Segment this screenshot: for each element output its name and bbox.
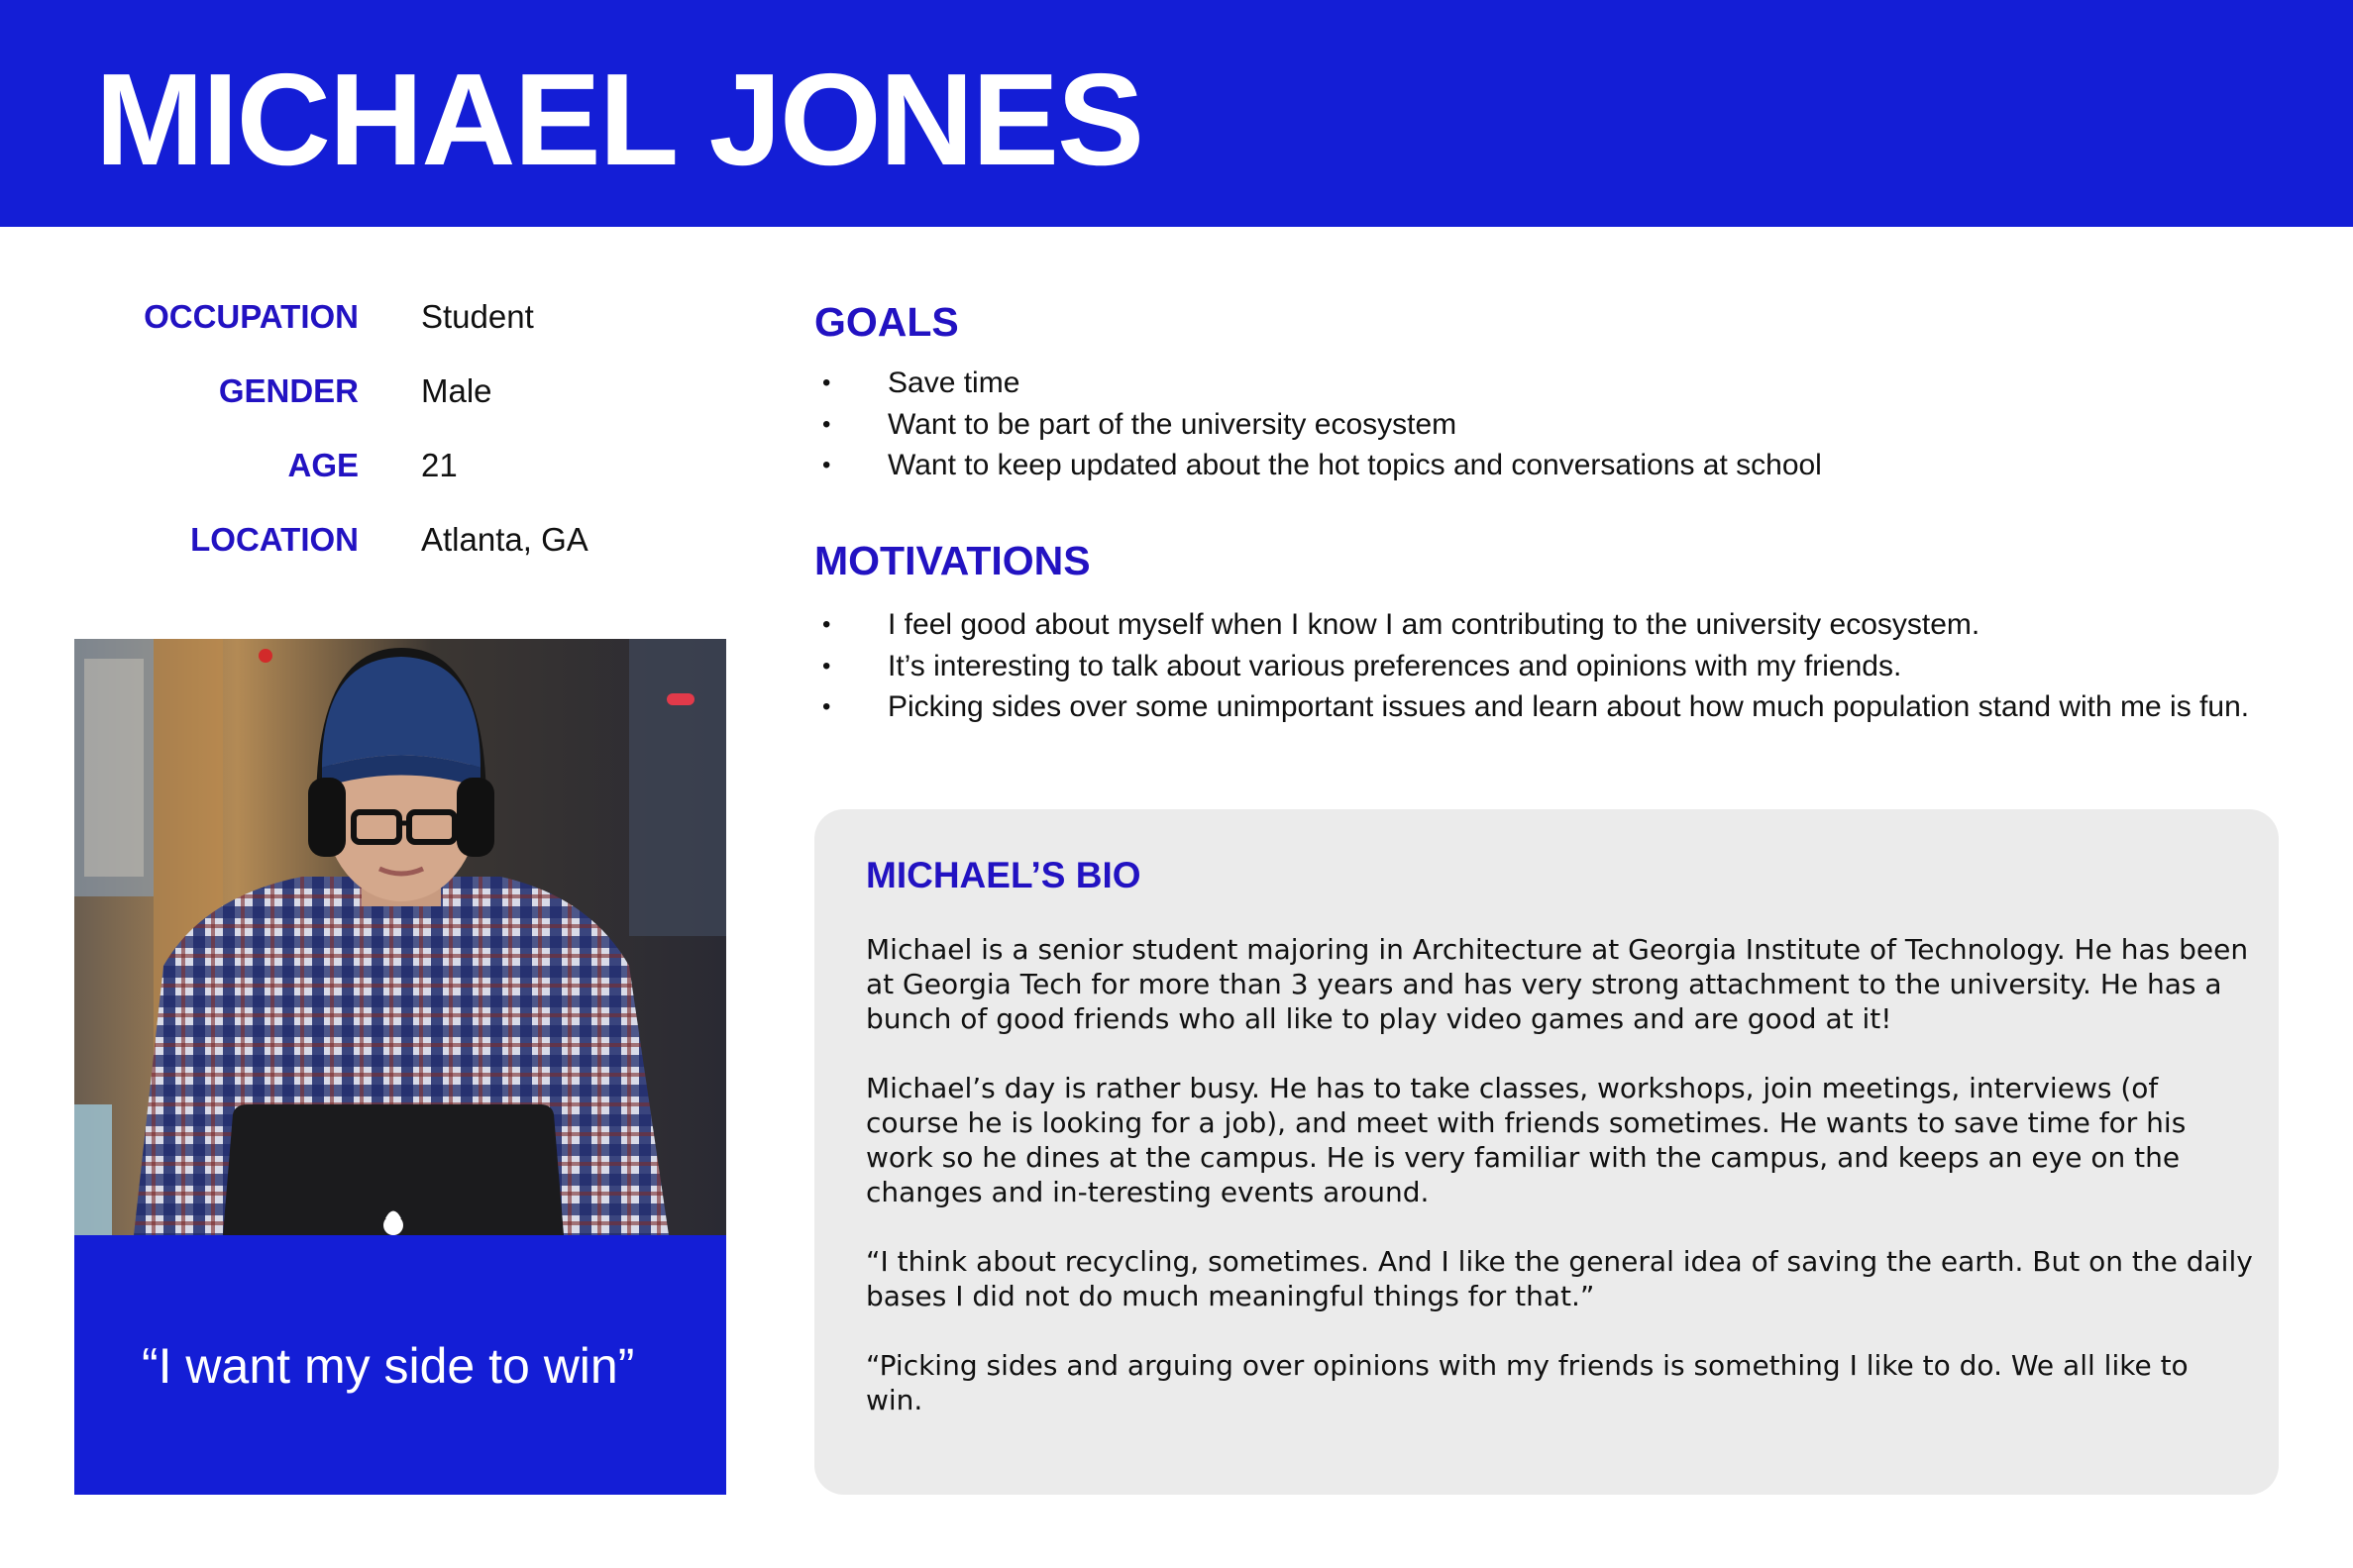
- fact-value: Student: [421, 298, 534, 335]
- fact-label: OCCUPATION: [144, 298, 359, 335]
- bullet-icon: •: [822, 452, 831, 478]
- motivation-text: I feel good about myself when I know I am contributing to the university ecosystem.: [888, 608, 1980, 641]
- bio-paragraph: Michael is a senior student majoring in Architecture at Georgia Institute of Technology. He has been at Georgia Tech for more than 3 years and has very strong attachment to the university. He has a bunch of good friends who all like to play video games and are good at it!: [866, 933, 2249, 1035]
- fact-value: 21: [421, 447, 458, 483]
- bio-paragraph: Michael’s day is rather busy. He has to take classes, workshops, join meetings, interviews (of course he is looking for a job), and meet with friends sometimes. He wants to save time for his work so he dines at the campus. He is very familiar with the campus, and keeps an eye on the changes and in-teresting events around.: [866, 1072, 2187, 1208]
- bio-card: [814, 809, 2279, 1495]
- quote-box: [74, 1235, 726, 1495]
- bullet-icon: •: [822, 611, 831, 638]
- persona-facts: [89, 293, 684, 590]
- persona-quote: “I want my side to win”: [142, 1338, 635, 1394]
- fact-occupation: [89, 293, 684, 367]
- persona-photo-card: [74, 639, 726, 1495]
- bio-body: [866, 932, 2253, 1452]
- motivation-text: It’s interesting to talk about various preferences and opinions with my friends.: [888, 649, 1902, 682]
- bullet-icon: •: [822, 369, 831, 396]
- fact-value: Male: [421, 372, 492, 409]
- bullet-icon: •: [822, 410, 831, 438]
- goals-heading: GOALS: [814, 299, 959, 345]
- header-banner: [0, 0, 2353, 227]
- bio-paragraph: “I think about recycling, sometimes. And I like the general idea of saving the earth. But on the daily bases I did not do much meaningful things for that.”: [866, 1245, 2253, 1312]
- person-with-headphones-and-laptop-photo-icon: [74, 639, 726, 1235]
- goal-text: Want to keep updated about the hot topics and conversations at school: [888, 449, 1822, 481]
- fact-label: LOCATION: [190, 521, 359, 558]
- bullet-icon: •: [822, 693, 831, 720]
- fact-age: [89, 442, 684, 516]
- persona-name: MICHAEL JONES: [95, 47, 1143, 192]
- bio-paragraph: “Picking sides and arguing over opinions with my friends is something I like to do. We all like to win.: [866, 1349, 2189, 1416]
- fact-value: Atlanta, GA: [421, 521, 588, 558]
- fact-gender: [89, 367, 684, 442]
- motivation-text: Picking sides over some unimportant issues and learn about how much population stand with me is fun.: [888, 690, 2250, 723]
- fact-location: [89, 516, 684, 590]
- bullet-icon: •: [822, 652, 831, 679]
- goal-text: Want to be part of the university ecosystem: [888, 407, 1457, 441]
- persona-photo: [74, 639, 726, 1235]
- goal-text: Save time: [888, 366, 1020, 399]
- fact-label: AGE: [287, 447, 359, 483]
- bio-heading: MICHAEL’S BIO: [866, 855, 1141, 895]
- motivations-heading: MOTIVATIONS: [814, 538, 1091, 583]
- fact-label: GENDER: [218, 372, 359, 409]
